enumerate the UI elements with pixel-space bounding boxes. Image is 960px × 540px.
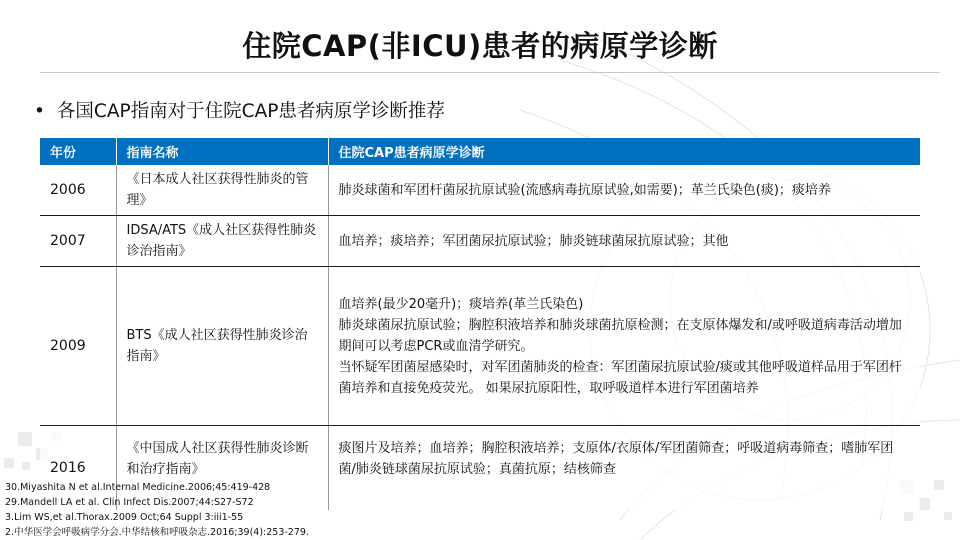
diagnosis-cell (328, 267, 920, 426)
references (5, 480, 309, 540)
table-header-row (40, 138, 920, 165)
year-cell: 2006 (40, 165, 116, 216)
guideline-table (40, 138, 920, 510)
reference-item: 3.Lim WS,et al.Thorax.2009 Oct;64 Suppl 3:iii1-55 (5, 512, 244, 523)
slide-title: 住院CAP(非ICU)患者的病原学诊断 (242, 29, 718, 63)
bullet-dot-icon: • (34, 101, 45, 122)
table-row (40, 216, 920, 267)
guide-cell: IDSA/ATS《成人社区获得性肺炎诊治指南》 (116, 216, 328, 267)
guide-cell: 《日本成人社区获得性肺炎的管理》 (116, 165, 328, 216)
diagnosis-line: 当怀疑军团菌屋感染时，对军团菌肺炎的检查：军团菌尿抗原试验/痰或其他呼吸道样品用于军团杆菌培养和直接免疫荧光。 如果尿抗原阳性，取呼吸道样本进行军团菌培养 (338, 359, 902, 396)
reference-item: 2.中华医学会呼吸病学分会.中华结核和呼吸杂志.2016;39(4):253-279. (5, 527, 309, 538)
guide-cell: BTS《成人社区获得性肺炎诊治指南》 (116, 267, 328, 426)
diagnosis-line: 痰图片及培养；血培养；胸腔积液培养；支原体/衣原体/军团菌筛查；呼吸道病毒筛查；嗜肺军团菌/肺炎链球菌尿抗原试验；真菌抗原；结核筛查 (338, 441, 894, 477)
header-guide-name: 指南名称 (116, 138, 328, 165)
reference-item: 29.Mandell LA et al. Clin Infect Dis.2007;44:S27-S72 (5, 497, 254, 508)
diagnosis-line: 血培养；痰培养；军团菌尿抗原试验；肺炎链球菌尿抗原试验；其他 (338, 233, 729, 249)
title-divider (40, 72, 940, 73)
diagnosis-cell (328, 165, 920, 216)
diagnosis-line: 肺炎球菌尿抗原试验；胸腔积液培养和肺炎球菌抗原检测；在支原体爆发和/或呼吸道病毒活动增加期间可以考虑PCR或血清学研究。 (338, 317, 902, 354)
header-year: 年份 (40, 138, 116, 165)
reference-item: 30.Miyashita N et al.Internal Medicine.2006;45:419-428 (5, 482, 271, 493)
header-diagnosis: 住院CAP患者病原学诊断 (328, 138, 920, 165)
diagnosis-line: 血培养(最少20毫升)；痰培养(革兰氏染色) (338, 296, 584, 312)
guide-cell: 《中国成人社区获得性肺炎诊断和治疗指南》 (116, 426, 328, 511)
bullet-point (34, 97, 445, 123)
year-cell: 2016 (40, 426, 116, 511)
diagnosis-cell (328, 426, 920, 511)
table-row (40, 267, 920, 426)
table-row (40, 165, 920, 216)
diagnosis-cell (328, 216, 920, 267)
year-cell: 2007 (40, 216, 116, 267)
bullet-text: 各国CAP指南对于住院CAP患者病原学诊断推荐 (56, 101, 445, 122)
year-cell: 2009 (40, 267, 116, 426)
diagnosis-line: 肺炎球菌和军团杆菌尿抗原试验(流感病毒抗原试验,如需要)；革兰氏染色(痰)；痰培养 (338, 182, 831, 198)
